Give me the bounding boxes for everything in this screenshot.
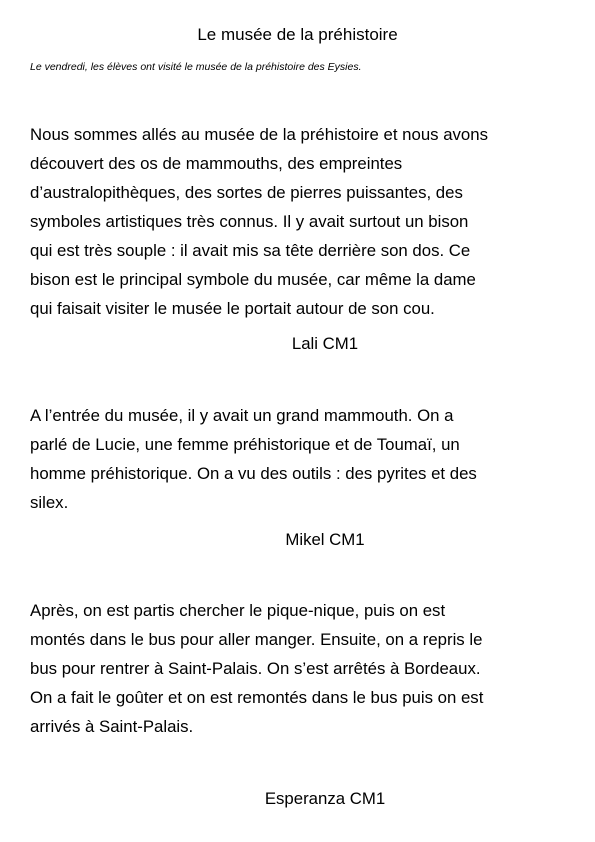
document-subtitle: Le vendredi, les élèves ont visité le musée de la préhistoire des Eysies. bbox=[30, 61, 362, 73]
author-signature-mikel: Mikel CM1 bbox=[285, 530, 365, 549]
paragraph-line: bus pour rentrer à Saint-Palais. On s’est arrêtés à Bordeaux. bbox=[30, 659, 481, 678]
paragraph-line: A l’entrée du musée, il y avait un grand mammouth. On a bbox=[30, 406, 454, 425]
paragraph-line: bison est le principal symbole du musée, car même la dame bbox=[30, 270, 476, 289]
paragraph-line: découvert des os de mammouths, des empreintes bbox=[30, 154, 403, 173]
paragraph-line: silex. bbox=[30, 493, 69, 512]
paragraph-line: homme préhistorique. On a vu des outils : des pyrites et des bbox=[30, 464, 477, 483]
paragraph-line: parlé de Lucie, une femme préhistorique et de Toumaï, un bbox=[30, 435, 460, 454]
paragraph-esperanza bbox=[30, 596, 570, 741]
paragraph-line: d’australopithèques, des sortes de pierres puissantes, des bbox=[30, 183, 463, 202]
paragraph-line: montés dans le bus pour aller manger. Ensuite, on a repris le bbox=[30, 630, 483, 649]
paragraph-line: arrivés à Saint-Palais. bbox=[30, 717, 194, 736]
paragraph-line: On a fait le goûter et on est remontés dans le bus puis on est bbox=[30, 688, 484, 707]
author-signature-esperanza: Esperanza CM1 bbox=[264, 789, 386, 808]
paragraph-line: Nous sommes allés au musée de la préhistoire et nous avons bbox=[30, 125, 488, 144]
paragraph-line: qui faisait visiter le musée le portait autour de son cou. bbox=[30, 299, 435, 318]
paragraph-line: symboles artistiques très connus. Il y avait surtout un bison bbox=[30, 212, 469, 231]
author-signature-lali: Lali CM1 bbox=[291, 334, 359, 353]
document-title: Le musée de la préhistoire bbox=[197, 25, 398, 44]
paragraph-mikel bbox=[30, 401, 570, 517]
paragraph-line: qui est très souple : il avait mis sa tête derrière son dos. Ce bbox=[30, 241, 471, 260]
paragraph-line: Après, on est partis chercher le pique-nique, puis on est bbox=[30, 601, 446, 620]
paragraph-lali bbox=[30, 120, 570, 323]
